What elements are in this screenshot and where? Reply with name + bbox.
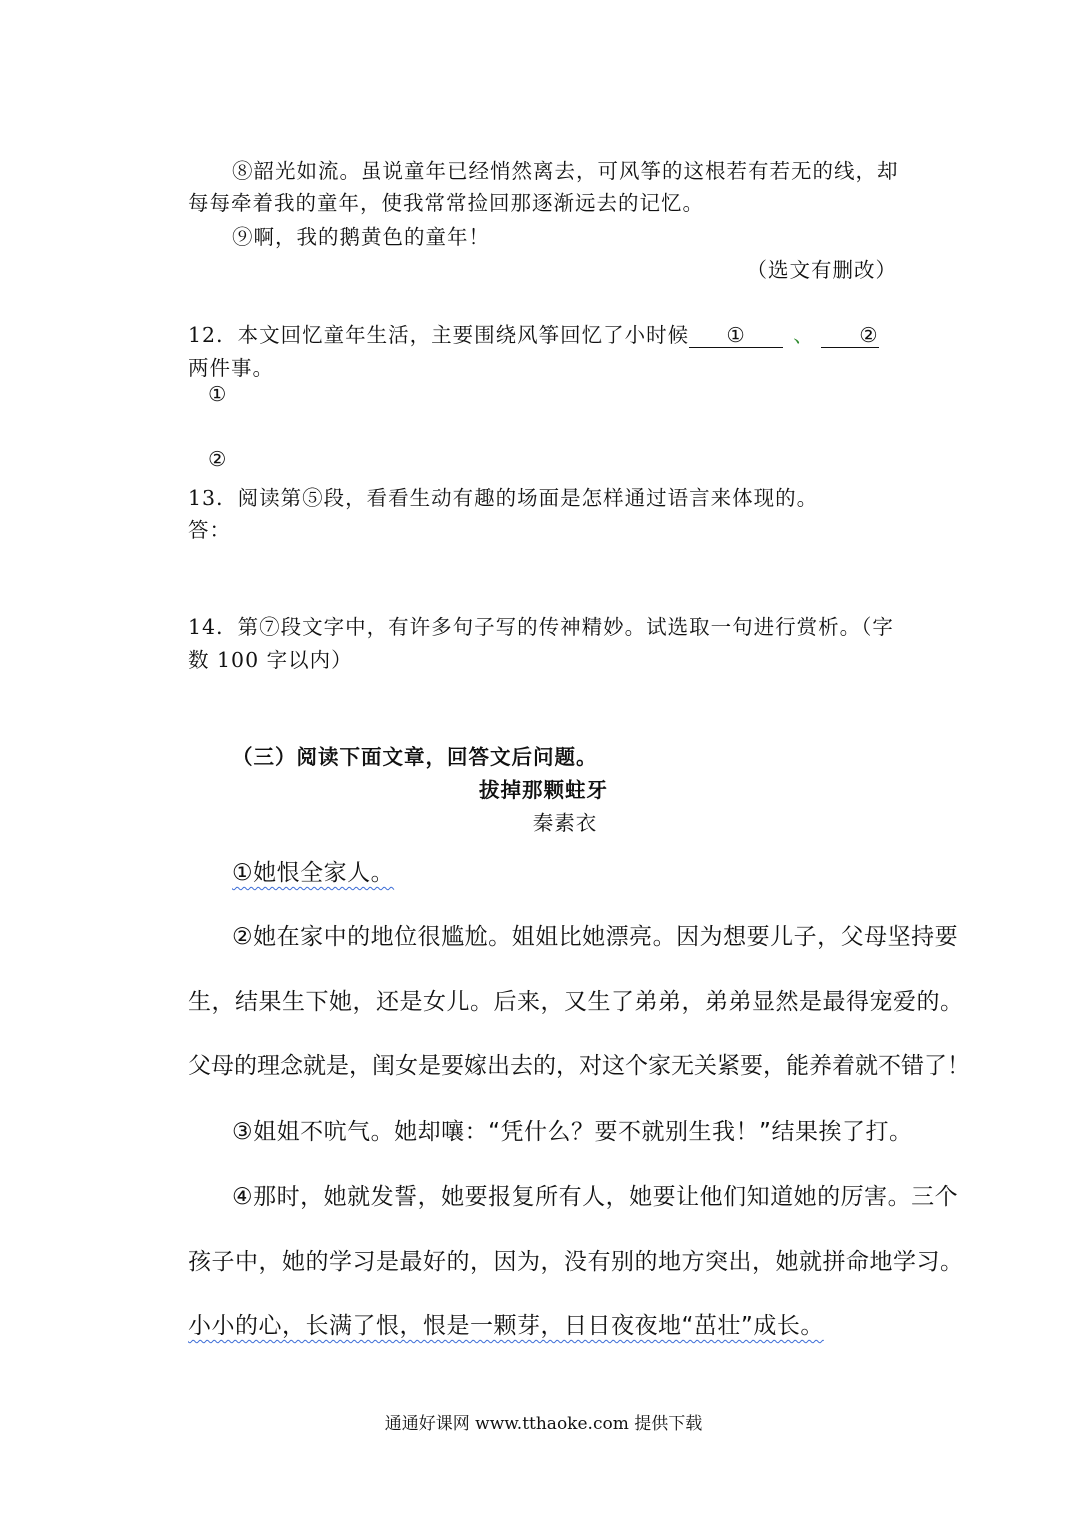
article-title: 拔掉那颗蛀牙 [479, 778, 608, 802]
section-3-heading: （三）阅读下面文章，回答文后问题。 [232, 745, 598, 769]
paragraph-8-line-1: ⑧韶光如流。虽说童年已经悄然离去，可风筝的这根若有若无的线，却 [232, 159, 899, 183]
question-12-blank-2: ② [821, 324, 879, 348]
question-14-line-1: 14．第⑦段文字中，有许多句子写的传神精妙。试选取一句进行赏析。（字 [188, 615, 894, 639]
question-13: 13．阅读第⑤段，看看生动有趣的场面是怎样通过语言来体现的。 [188, 486, 819, 510]
question-12-blank-1: ① [689, 324, 783, 348]
article-paragraph-2-line-3: 父母的理念就是，闺女是要嫁出去的，对这个家无关紧要，能养着就不错了！ [188, 1053, 970, 1079]
paragraph-9: ⑨啊，我的鹅黄色的童年！ [232, 225, 490, 249]
article-paragraph-4-line-1: ④那时，她就发誓，她要报复所有人，她要让他们知道她的厉害。三个 [232, 1184, 959, 1210]
question-12 [188, 318, 879, 348]
question-12-line-2: 两件事。 [188, 356, 274, 380]
article-paragraph-1 [232, 854, 394, 887]
article-paragraph-4-line-3-text: 小小的心，长满了恨，恨是一颗芽，日日夜夜地“茁壮”成长。 [188, 1313, 824, 1339]
article-paragraph-3: ③姐姐不吭气。她却嚷：“凭什么？要不就别生我！”结果挨了打。 [232, 1119, 913, 1145]
article-author: 秦素衣 [532, 811, 598, 835]
article-paragraph-1-text: ①她恨全家人。 [232, 860, 395, 886]
question-14-line-2: 数 100 字以内） [188, 648, 353, 672]
question-12-answer-2: ② [208, 447, 228, 471]
article-paragraph-2-line-1: ②她在家中的地位很尴尬。姐姐比她漂亮。因为想要儿子，父母坚持要 [232, 924, 959, 950]
article-paragraph-4-line-3 [188, 1307, 824, 1340]
question-12-separator: 、 [793, 323, 815, 347]
question-12-text: 12．本文回忆童年生活，主要围绕风筝回忆了小时候 [188, 323, 690, 347]
article-paragraph-4-line-2: 孩子中，她的学习是最好的，因为，没有别的地方突出，她就拼命地学习。 [188, 1249, 964, 1275]
source-note: （选文有删改） [746, 258, 897, 282]
article-paragraph-2-line-2: 生，结果生下她，还是女儿。后来，又生了弟弟，弟弟显然是最得宠爱的。 [188, 989, 964, 1015]
question-12-answer-1: ① [208, 382, 228, 406]
paragraph-8-line-2: 每每牵着我的童年，使我常常捡回那逐渐远去的记忆。 [188, 191, 704, 215]
question-13-answer-label: 答： [188, 518, 231, 542]
page-footer: 通通好课网 www.tthaoke.com 提供下载 [384, 1414, 703, 1434]
